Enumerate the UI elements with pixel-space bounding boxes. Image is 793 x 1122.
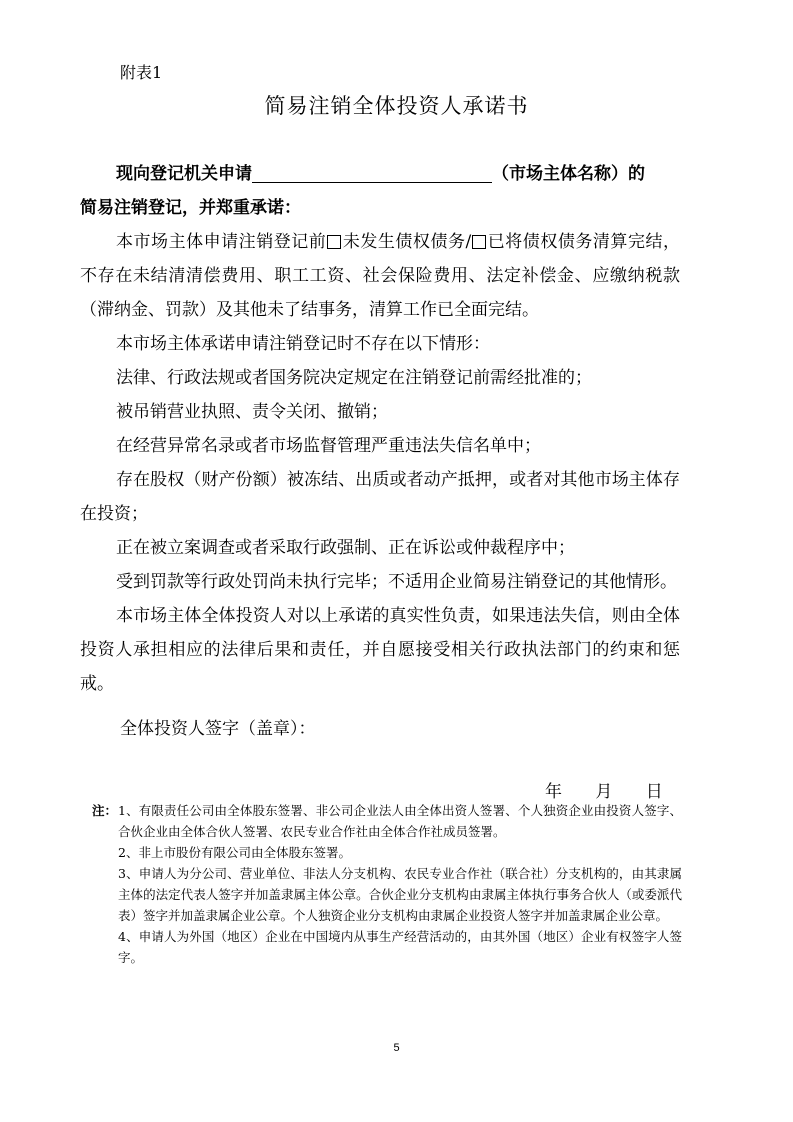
clause-8: 受到罚款等行政处罚尚未执行完毕；不适用企业简易注销登记的其他情形。: [116, 572, 677, 592]
commitment-body: [80, 157, 680, 701]
clause-1: [80, 225, 680, 327]
no-debt-checkbox[interactable]: [327, 235, 341, 249]
notes-section: [92, 800, 682, 968]
note-row-4: [92, 926, 682, 968]
application-suffix: （市场主体名称）的: [492, 164, 645, 184]
signature-label: 全体投资人签字（盖章）：: [120, 719, 316, 739]
note-row-3: [92, 863, 682, 926]
debt-settled-checkbox[interactable]: [472, 235, 486, 249]
note-3: 3、申请人为分公司、营业单位、非法人分支机构、农民专业合作社（联合社）分支机构的，由其隶属主体的法定代表人签字并加盖隶属主体公章。合伙企业分支机构由隶属主体执行事务合伙人（或委派代表）签字并加盖隶属企业公章。个人独资企业分支机构由隶属企业投资人签字并加盖隶属企业公章。: [118, 866, 682, 923]
note-1: 1、有限责任公司由全体股东签署、非公司企业法人由全体出资人签署、个人独资企业由投资人签字、合伙企业由全体合伙人签署、农民专业合作社由全体合作社成员签署。: [118, 803, 682, 839]
note-row-1: [92, 800, 682, 842]
note-2: 2、非上市股份有限公司由全体股东签署。: [118, 845, 351, 860]
note-row-2: [92, 842, 682, 863]
annex-label: 附表1: [120, 63, 163, 82]
clause-3: 法律、行政法规或者国务院决定规定在注销登记前需经批准的；: [116, 368, 592, 388]
clause-2: 本市场主体承诺申请注销登记时不存在以下情形：: [116, 334, 490, 354]
application-prefix: 现向登记机关申请: [116, 164, 252, 184]
document-title: 简易注销全体投资人承诺书: [264, 94, 529, 118]
application-line: [80, 157, 680, 191]
clause-5: 在经营异常名录或者市场监督管理严重违法失信名单中；: [116, 436, 541, 456]
entity-name-blank[interactable]: [252, 162, 492, 183]
note-4: 4、申请人为外国（地区）企业在中国境内从事生产经营活动的，由其外国（地区）企业有权签字人签字。: [118, 929, 682, 965]
clause-4: 被吊销营业执照、责令关闭、撤销；: [116, 402, 388, 422]
signature-date: 年 月 日: [545, 782, 663, 802]
notes-label: 注：: [92, 803, 118, 818]
page-number: 5: [393, 1042, 400, 1054]
clause-7: 正在被立案调查或者采取行政强制、正在诉讼或仲裁程序中；: [116, 538, 575, 558]
clause-1-a: 本市场主体申请注销登记前: [116, 232, 327, 252]
clause-9: 本市场主体全体投资人对以上承诺的真实性负责，如果违法失信，则由全体投资人承担相应的法律后果和责任，并自愿接受相关行政执法部门的约束和惩戒。: [80, 606, 680, 694]
application-line-2: 简易注销登记，并郑重承诺：: [80, 198, 301, 218]
clause-1-b: 未发生债权债务/: [342, 232, 472, 252]
clause-6: 存在股权（财产份额）被冻结、出质或者动产抵押，或者对其他市场主体存在投资；: [80, 470, 680, 524]
clause-1-c: 已将债权债务清算完结，不存在未结清清偿费用、职工工资、社会保险费用、法定补偿金、应缴纳税款（滞纳金、罚款）及其他未了结事务，清算工作已全面完结。: [80, 232, 681, 320]
